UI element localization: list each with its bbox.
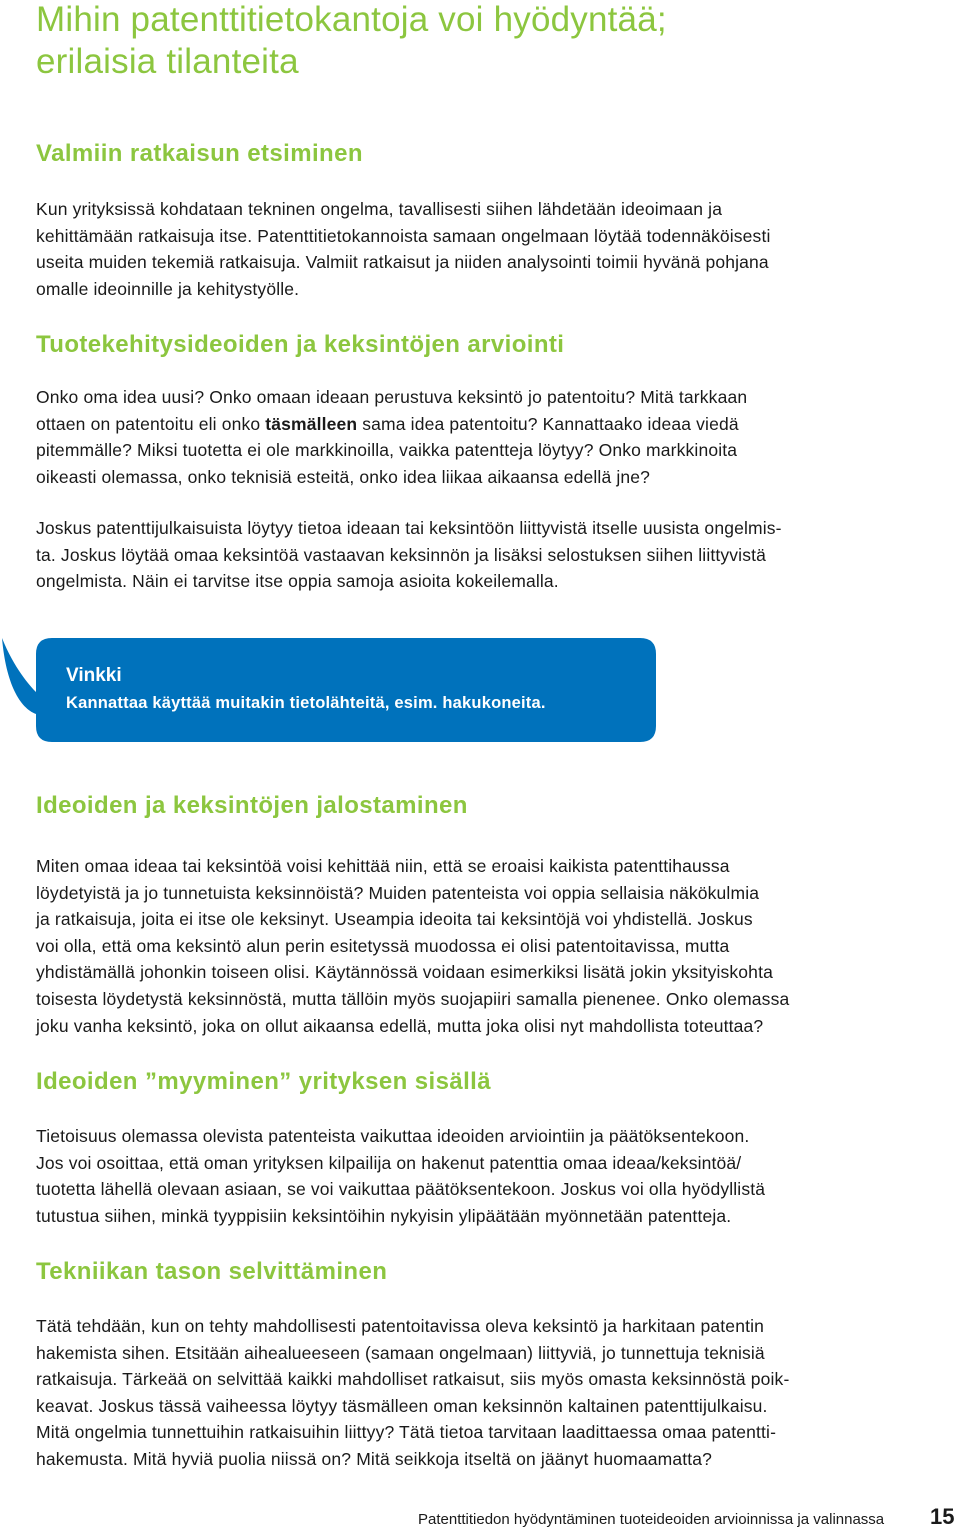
text-line: kehittämään ratkaisuja itse. Patenttitietokannoista samaan ongelmaan löytää todennäköisesti	[36, 225, 771, 246]
text-line: ratkaisuja. Tärkeää on selvittää kaikki mahdolliset ratkaisut, siis myös omasta keksinnöstä poik-	[36, 1369, 790, 1390]
text-line: oikeasti olemassa, onko teknisiä esteitä, onko idea liikaa aikaansa edellä jne?	[36, 466, 651, 487]
emphasis-word: täsmälleen	[265, 413, 358, 434]
page-number: 15	[930, 1504, 955, 1529]
text-line: useita muiden tekemiä ratkaisuja. Valmiit ratkaisut ja niiden analysointi toimii hyvänä pohjana	[36, 252, 769, 273]
text-line: Mitä ongelmia tunnettuihin ratkaisuihin liittyy? Tätä tietoa tarvitaan laadittaessa omaa patentti-	[36, 1422, 777, 1443]
title-line-1: Mihin patenttitietokantoja voi hyödyntää;	[36, 0, 667, 39]
section-heading-valmiin-ratkaisun: Valmiin ratkaisun etsiminen	[36, 140, 363, 167]
text-line: Onko oma idea uusi? Onko omaan ideaan perustuva keksintö jo patentoitu? Mitä tarkkaan	[36, 387, 748, 407]
section-heading-myyminen: Ideoiden ”myyminen” yrityksen sisällä	[36, 1068, 491, 1095]
text-line: ta. Joskus löytää omaa keksintöä vastaavan keksinnön ja lisäksi selostuksen siihen liittyvistä	[36, 544, 767, 565]
text-line: yhdistämällä johonkin toiseen olisi. Käytännössä voidaan esimerkiksi lisätä jokin yksityiskohta	[36, 962, 773, 983]
section-heading-tuotekehitysideoiden: Tuotekehitysideoiden ja keksintöjen arviointi	[36, 331, 565, 358]
text-line: ongelmista. Näin ei tarvitse itse oppia samoja asioita kokeilemalla.	[36, 571, 559, 592]
text-line: hakemusta. Mitä hyviä puolia niissä on? Mitä seikkoja itseltä on jäänyt huomaamatta?	[36, 1448, 713, 1469]
text-line: löydetyistä ja jo tunnetuista keksinnöistä? Muiden patenteista voi oppia sellaisia näkökulmia	[36, 882, 760, 903]
text-fragment: sama idea patentoitu? Kannattaako ideaa viedä	[357, 413, 739, 434]
text-line: omalle ideoinnille ja kehitystyölle.	[36, 278, 300, 299]
text-line: tuotetta lähellä olevaan asiaan, se voi vaikuttaa päätöksentekoon. Joskus voi olla hyödyllistä	[36, 1179, 766, 1200]
section-heading-jalostaminen: Ideoiden ja keksintöjen jalostaminen	[36, 792, 468, 819]
section-paragraph	[36, 1313, 936, 1473]
text-line: keavat. Joskus tässä vaiheessa löytyy täsmälleen oman keksinnön kaltainen patenttijulkaisu.	[36, 1395, 768, 1416]
tip-callout	[0, 634, 660, 746]
text-line: ja ratkaisuja, joita ei itse ole keksinyt. Useampia ideoita tai keksintöjä voi yhdistellä. Joskus	[36, 909, 753, 930]
section-heading-tekniikan-taso: Tekniikan tason selvittäminen	[36, 1258, 388, 1285]
text-line: tutustua siihen, minkä tyyppisiin keksintöihin nykyisin ylipäätään myönnetään patentteja.	[36, 1205, 732, 1226]
footer-title: Patenttitiedon hyödyntäminen tuoteideoiden arvioinnissa ja valinnassa	[418, 1511, 885, 1528]
section-paragraph	[36, 1123, 936, 1229]
text-line: Tietoisuus olemassa olevista patenteista vaikuttaa ideoiden arviointiin ja päätöksentekoon.	[36, 1126, 750, 1146]
section-paragraph	[36, 515, 936, 595]
speech-bubble-shape	[0, 634, 660, 746]
tip-title: Vinkki	[66, 665, 122, 686]
text-line: Kun yrityksissä kohdataan tekninen ongelma, tavallisesti siihen lähdetään ideoimaan ja	[36, 199, 723, 219]
section-paragraph	[36, 853, 936, 1039]
text-line: Miten omaa ideaa tai keksintöä voisi kehittää niin, että se eroaisi kaikista patenttihaussa	[36, 856, 730, 876]
text-line: pitemmälle? Miksi tuotetta ei ole markkinoilla, vaikka patentteja löytyy? Onko markkinoita	[36, 440, 738, 461]
text-line	[36, 411, 936, 438]
text-line: hakemista sihen. Etsitään aihealueeseen (samaan ongelmaan) liittyviä, jo tunnettuja teknisiä	[36, 1342, 765, 1363]
text-line: Tätä tehdään, kun on tehty mahdollisesti patentoitavissa oleva keksintö ja harkitaan patentin	[36, 1316, 765, 1336]
text-line: Joskus patenttijulkaisuista löytyy tietoa ideaan tai keksintöön liittyvistä itselle uusista ongelmis-	[36, 518, 782, 538]
text-line: toisesta löydetystä keksinnöstä, mutta tällöin myös suojapiiri samalla pienenee. Onko olemassa	[36, 988, 790, 1009]
title-line-2: erilaisia tilanteita	[36, 42, 299, 81]
text-line: Jos voi osoittaa, että oman yrityksen kilpailija on hakenut patenttia omaa ideaa/keksintöä/	[36, 1152, 742, 1173]
section-paragraph	[36, 196, 936, 302]
speech-bubble-fill	[2, 638, 656, 742]
section-paragraph	[36, 384, 936, 490]
text-line: voi olla, että oma keksintö alun perin esitetyssä muodossa ei olisi patentoitavissa, mutta	[36, 935, 730, 956]
text-fragment: ottaen on patentoitu eli onko	[36, 413, 266, 434]
text-line: joku vanha keksintö, joka on ollut aikaansa edellä, mutta joka olisi nyt mahdollista toteuttaa?	[36, 1015, 764, 1036]
tip-text: Kannattaa käyttää muitakin tietolähteitä, esim. hakukoneita.	[66, 694, 546, 712]
